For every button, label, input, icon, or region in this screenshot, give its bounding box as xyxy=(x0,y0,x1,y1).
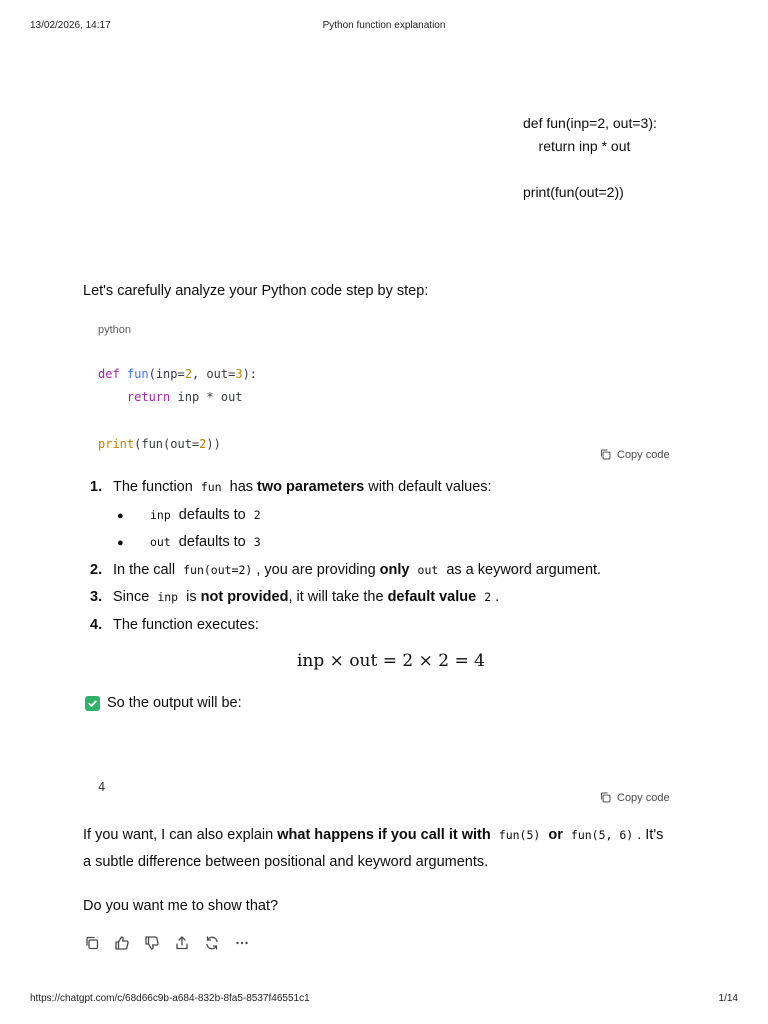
print-url: https://chatgpt.com/c/68d66c9b-a684-832b-8fa5-8537f46551c1 xyxy=(30,993,310,1004)
inline-code: out xyxy=(150,535,171,549)
text: has xyxy=(225,479,258,495)
text: . It's xyxy=(637,827,664,843)
share-icon[interactable] xyxy=(173,934,191,952)
text: In the call xyxy=(113,561,180,578)
inline-code: 3 xyxy=(253,535,261,549)
sub-list-item xyxy=(90,529,710,557)
copy-output-button[interactable] xyxy=(599,791,670,804)
user-message-line: print(fun(out=2)) xyxy=(523,184,624,200)
copy-code-label: Copy code xyxy=(617,791,670,804)
text: . xyxy=(495,589,500,605)
code-text: inp * out xyxy=(170,390,243,404)
inline-code: inp xyxy=(150,507,171,522)
bold-text: what happens if you call it with xyxy=(277,827,491,843)
inline-code: 2 xyxy=(253,507,261,522)
thumbs-up-icon[interactable] xyxy=(113,934,131,952)
output-label: So the output will be: xyxy=(107,695,242,711)
bold-text: only xyxy=(379,561,410,578)
code-language-label: python xyxy=(98,324,132,336)
text: defaults to xyxy=(174,506,250,523)
copy-icon xyxy=(599,791,612,804)
output-value: 4 xyxy=(98,780,106,794)
text: is xyxy=(182,589,201,605)
code-number: 2 xyxy=(199,437,207,451)
followup-question: Do you want me to show that? xyxy=(83,898,279,914)
code-line-return xyxy=(98,390,243,404)
check-icon xyxy=(85,696,100,711)
copy-icon[interactable] xyxy=(83,934,101,952)
list-item xyxy=(90,557,710,585)
text: The function xyxy=(113,479,197,495)
followup-line-1 xyxy=(83,827,663,843)
step-number: 2. xyxy=(90,561,103,578)
assistant-intro: Let's carefully analyze your Python code step by step: xyxy=(83,283,429,299)
bold-text: two parameters xyxy=(257,479,365,495)
list-item xyxy=(90,474,710,502)
code-indent xyxy=(98,390,127,404)
sub-item-text xyxy=(146,529,265,557)
inline-code: fun(out=2) xyxy=(183,562,253,577)
list-item xyxy=(90,612,710,640)
step-number: 4. xyxy=(90,616,103,633)
code-line-def xyxy=(98,367,257,381)
copy-code-label: Copy code xyxy=(617,448,670,461)
user-message-line: return inp * out xyxy=(523,138,631,154)
text: If you want, I can also explain xyxy=(83,827,278,843)
user-message xyxy=(523,112,657,204)
code-number: 2 xyxy=(184,367,192,381)
text: , it will take the xyxy=(288,589,388,605)
inline-code: fun(5, 6) xyxy=(570,828,634,842)
code-number: 3 xyxy=(235,367,243,381)
sub-item-text xyxy=(146,502,265,530)
text: as a keyword argument. xyxy=(442,561,602,578)
code-text: )) xyxy=(206,437,221,451)
thumbs-down-icon[interactable] xyxy=(143,934,161,952)
inline-code: fun(5) xyxy=(498,828,541,842)
bold-text: or xyxy=(548,827,563,843)
copy-icon xyxy=(599,448,612,461)
print-page-number: 1/14 xyxy=(718,993,738,1004)
step-number: 3. xyxy=(90,589,103,605)
code-keyword: def xyxy=(98,367,120,381)
inline-code: 2 xyxy=(484,590,492,604)
inline-code: out xyxy=(417,562,439,577)
step-number: 1. xyxy=(90,479,103,495)
code-text: ): xyxy=(242,367,258,381)
text: , you are providing xyxy=(256,561,380,578)
step-text xyxy=(113,584,499,612)
user-message-line: def fun(inp=2, out=3): xyxy=(523,115,657,131)
more-icon[interactable] xyxy=(233,934,251,952)
inline-code: inp xyxy=(157,590,179,604)
text: defaults to xyxy=(174,534,250,550)
step-text xyxy=(113,474,492,502)
text: with default values: xyxy=(364,479,492,495)
explanation-list xyxy=(90,474,710,639)
output-label-row xyxy=(85,695,242,711)
bold-text: default value xyxy=(387,589,477,605)
step-text: The function executes: xyxy=(113,616,259,633)
text: Since xyxy=(113,589,154,605)
math-formula: inp × out = 2 × 2 = 4 xyxy=(297,651,485,671)
code-text: (inp= xyxy=(148,367,185,381)
code-line-print xyxy=(98,437,221,451)
code-text: , out= xyxy=(191,367,236,381)
print-datetime: 13/02/2026, 14:17 xyxy=(30,20,111,31)
bullet-icon: ● xyxy=(117,537,124,549)
regenerate-icon[interactable] xyxy=(203,934,221,952)
code-function-name: fun xyxy=(126,367,149,381)
print-title: Python function explanation xyxy=(322,20,446,31)
list-item xyxy=(90,584,710,612)
sub-list-item xyxy=(90,502,710,530)
bullet-icon: ● xyxy=(117,509,124,522)
followup-line-2: a subtle difference between positional and keyword arguments. xyxy=(83,854,489,870)
code-builtin: print xyxy=(98,437,135,451)
copy-code-button[interactable] xyxy=(599,448,670,461)
inline-code: fun xyxy=(200,480,222,494)
bold-text: not provided xyxy=(200,589,289,605)
code-keyword: return xyxy=(126,390,171,404)
code-text: (fun(out= xyxy=(134,437,200,451)
step-text xyxy=(113,557,601,585)
message-action-bar xyxy=(83,934,251,952)
